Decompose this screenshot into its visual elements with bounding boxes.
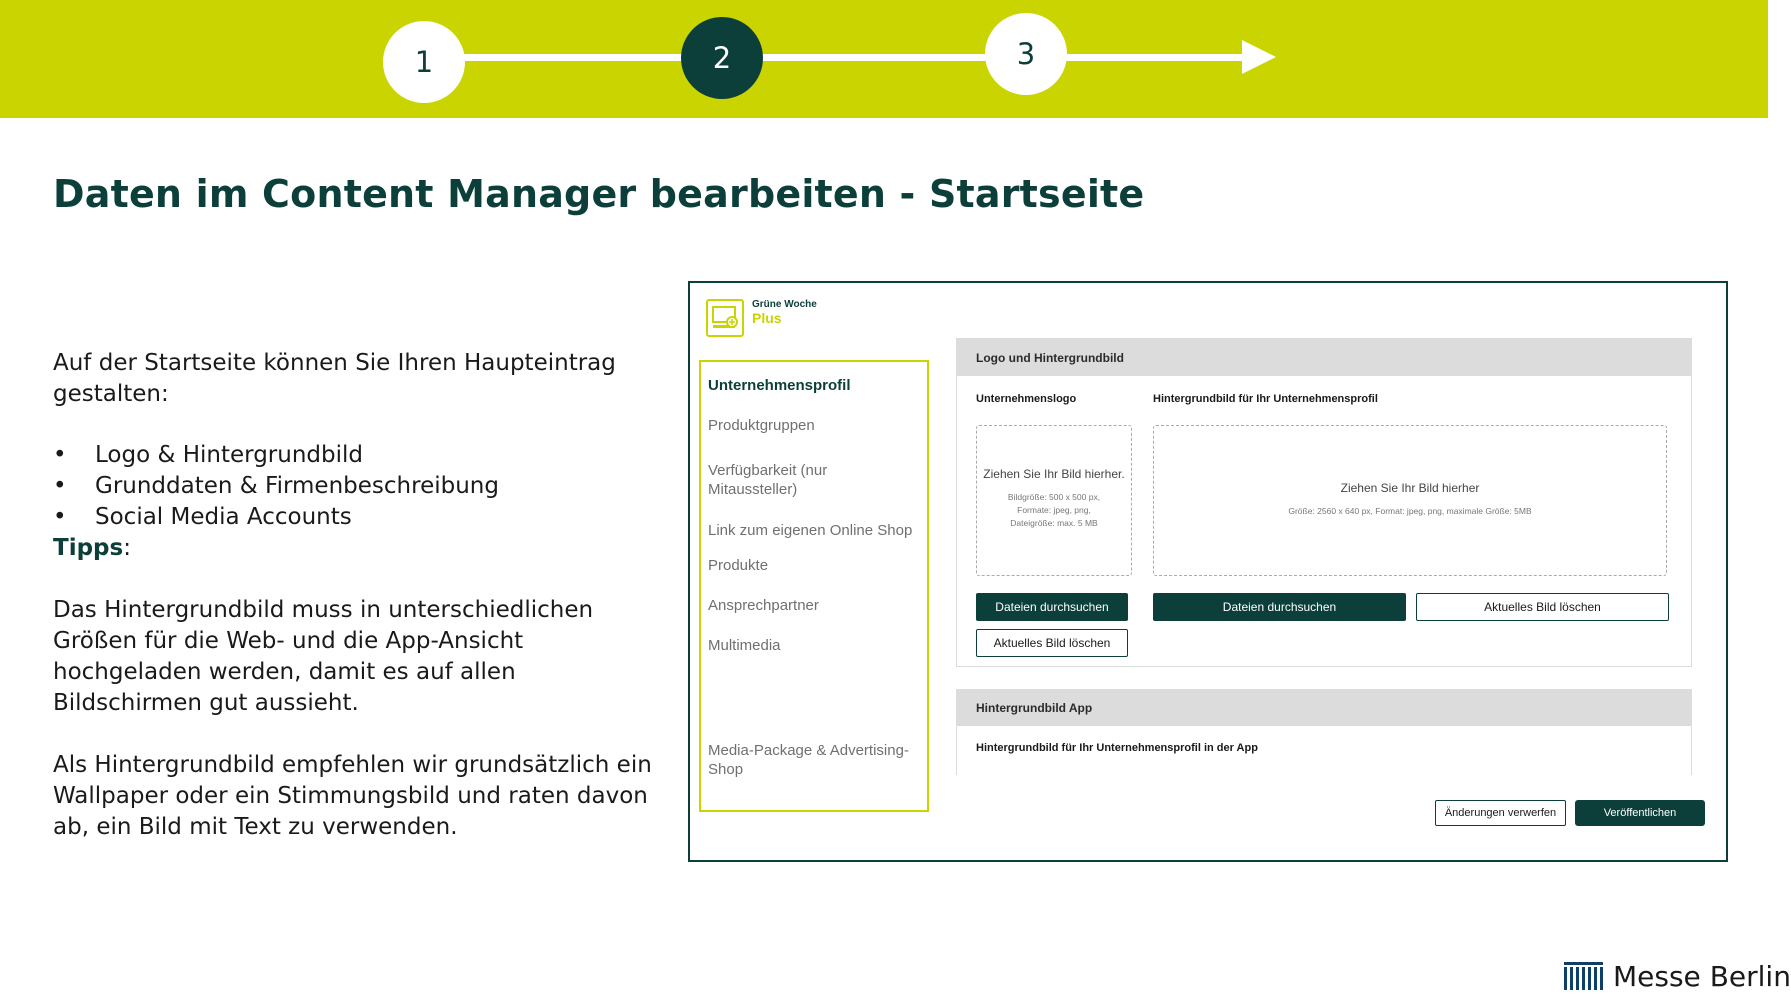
logo-background-section xyxy=(956,338,1692,667)
sidebar-item-unternehmensprofil[interactable]: Unternehmensprofil xyxy=(708,377,851,394)
content-manager-screenshot xyxy=(688,281,1728,862)
brand-name: Grüne Woche xyxy=(752,299,817,310)
sidebar-item-ansprechpartner[interactable]: Ansprechpartner xyxy=(708,597,819,614)
messe-berlin-bars-icon xyxy=(1564,962,1603,990)
logo-delete-button[interactable]: Aktuelles Bild löschen xyxy=(976,629,1128,657)
dropzone-title: Ziehen Sie Ihr Bild hierher. xyxy=(983,467,1125,481)
step-connector xyxy=(1050,54,1246,61)
sidebar-item-multimedia[interactable]: Multimedia xyxy=(708,637,781,654)
arrow-right-icon xyxy=(1242,40,1276,74)
step-1: 1 xyxy=(383,21,465,103)
app-background-section xyxy=(956,689,1692,775)
publish-button[interactable]: Veröffentlichen xyxy=(1575,800,1705,826)
list-item: • Logo & Hintergrundbild xyxy=(53,440,653,471)
background-dropzone[interactable] xyxy=(1153,425,1667,576)
sidebar-item-produktgruppen[interactable]: Produktgruppen xyxy=(708,417,815,434)
sidebar-item-verfuegbarkeit[interactable]: Verfügbarkeit (nur Mitaussteller) xyxy=(708,462,828,498)
dropzone-info: Bildgröße: 500 x 500 px, Formate: jpeg, png, Dateigröße: max. 5 MB xyxy=(1007,492,1101,528)
intro-text: Auf der Startseite können Sie Ihren Haupteintrag gestalten: xyxy=(53,350,616,407)
list-item: • Grunddaten & Firmenbeschreibung xyxy=(53,471,653,502)
background-browse-button[interactable]: Dateien durchsuchen xyxy=(1153,593,1406,621)
messe-berlin-wordmark: Messe Berlin xyxy=(1613,959,1791,993)
sidebar-item-produkte[interactable]: Produkte xyxy=(708,557,769,574)
feature-list xyxy=(53,440,653,533)
gruene-woche-logo-icon xyxy=(706,299,744,337)
instructions-text xyxy=(53,348,653,843)
tips-colon: : xyxy=(123,535,131,561)
dropzone-title: Ziehen Sie Ihr Bild hierher xyxy=(1340,481,1480,495)
logo-dropzone[interactable] xyxy=(976,425,1132,576)
section-header: Hintergrundbild App xyxy=(957,689,1691,726)
discard-changes-button[interactable]: Änderungen verwerfen xyxy=(1435,800,1566,826)
app-background-field-label: Hintergrundbild für Ihr Unternehmensprofil in der App xyxy=(976,742,1258,754)
step-2-current: 2 xyxy=(681,17,763,99)
tips-label: Tipps xyxy=(53,535,124,561)
section-header: Logo und Hintergrundbild xyxy=(957,339,1691,376)
tip-wallpaper: Als Hintergrundbild empfehlen wir grundsätzlich ein Wallpaper oder ein Stimmungsbild und raten davon ab, ein Bild mit Text zu verwenden. xyxy=(53,752,652,840)
dropzone-info: Größe: 2560 x 640 px, Format: jpeg, png, maximale Größe: 5MB xyxy=(1288,506,1532,516)
sidebar-item-media-package[interactable]: Media-Package & Advertising-Shop xyxy=(708,742,909,778)
background-field-label: Hintergrundbild für Ihr Unternehmensprofil xyxy=(1153,393,1378,405)
progress-band xyxy=(0,0,1768,118)
sidebar-item-online-shop[interactable]: Link zum eigenen Online Shop xyxy=(708,522,913,539)
logo-field-label: Unternehmenslogo xyxy=(976,393,1077,405)
brand-plus: Plus xyxy=(752,310,782,326)
logo-browse-button[interactable]: Dateien durchsuchen xyxy=(976,593,1128,621)
page-title: Daten im Content Manager bearbeiten - Startseite xyxy=(53,172,1145,216)
tips-heading xyxy=(53,533,653,564)
tip-web-app-sizes: Das Hintergrundbild muss in unterschiedlichen Größen für die Web- und die App-Ansicht hochgeladen werden, damit es auf allen Bildschirmen gut aussieht. xyxy=(53,597,594,716)
messe-berlin-logo xyxy=(1564,959,1791,993)
list-item: • Social Media Accounts xyxy=(53,502,653,533)
sidebar-nav xyxy=(699,360,929,812)
step-3: 3 xyxy=(985,13,1067,95)
background-delete-button[interactable]: Aktuelles Bild löschen xyxy=(1416,593,1669,621)
